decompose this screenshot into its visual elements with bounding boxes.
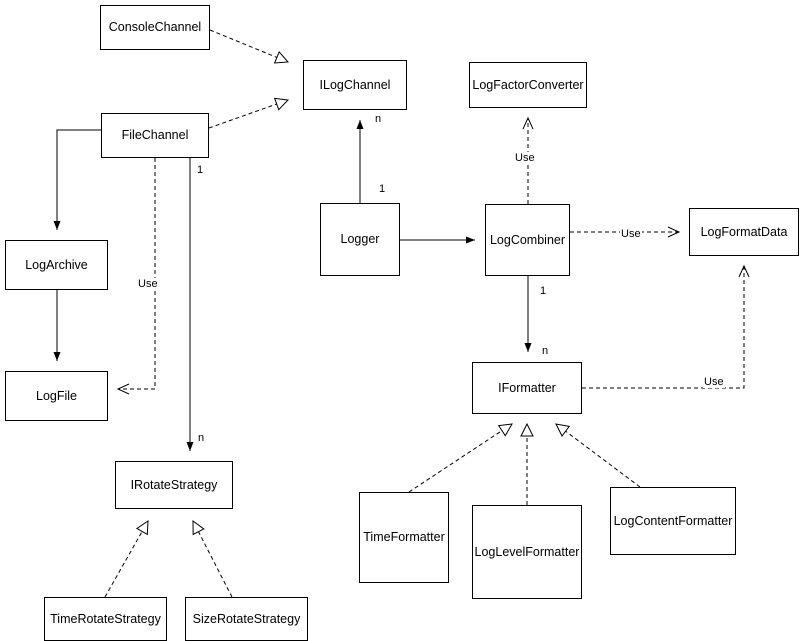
node-consolechannel[interactable] xyxy=(100,5,210,50)
node-label: Logger xyxy=(340,232,380,246)
edge-label-use-filechannel-logfile: Use xyxy=(138,278,158,290)
edge-label-multiplicity-filechannel: 1 xyxy=(197,164,204,176)
node-logarchive[interactable] xyxy=(5,240,108,290)
node-sizerotatestrategy[interactable] xyxy=(185,597,308,641)
edge-label-use-logfactorconverter: Use xyxy=(515,152,535,164)
node-label: ILogChannel xyxy=(319,77,391,92)
edge-label-use-iformatter-logformatdata: Use xyxy=(704,376,724,388)
node-label: LogFactorConverter xyxy=(472,77,584,92)
node-label: SizeRotateStrategy xyxy=(192,611,301,626)
node-logfile[interactable] xyxy=(5,371,108,421)
node-logcombiner[interactable] xyxy=(485,204,570,276)
node-label: LogFormatData xyxy=(700,224,788,239)
node-timeformatter[interactable] xyxy=(359,492,449,583)
node-label: IRotateStrategy xyxy=(130,477,218,492)
edge-label-multiplicity-ilogchannel: n xyxy=(375,113,382,125)
edge-label-multiplicity-irotatestrategy: n xyxy=(198,432,205,444)
edge-label-use-logcombiner-logformatdata: Use xyxy=(621,228,641,240)
node-label: LogFile xyxy=(36,388,77,403)
node-logger[interactable] xyxy=(320,203,400,276)
node-loglevelformatter[interactable] xyxy=(472,505,582,599)
node-label: IFormatter xyxy=(498,380,556,395)
node-label: ConsoleChannel xyxy=(108,20,202,34)
node-irotatestrategy[interactable] xyxy=(115,461,233,509)
node-logformatdata[interactable] xyxy=(689,208,799,256)
node-label: TimeFormatter xyxy=(363,530,445,544)
node-label: LogArchive xyxy=(25,257,88,272)
node-label: LogContentFormatter xyxy=(613,513,733,528)
node-logfactorconverter[interactable] xyxy=(469,62,587,108)
edge-label-multiplicity-iformatter: n xyxy=(542,345,549,357)
node-label: TimeRotateStrategy xyxy=(50,611,161,626)
node-filechannel[interactable] xyxy=(101,113,209,158)
node-timerotatestrategy[interactable] xyxy=(44,597,167,641)
node-label: LogLevelFormatter xyxy=(474,544,580,559)
node-label: LogCombiner xyxy=(489,232,566,247)
node-label: FileChannel xyxy=(121,128,189,142)
node-iformatter[interactable] xyxy=(472,362,582,414)
node-ilogchannel[interactable] xyxy=(303,60,407,110)
node-logcontentformatter[interactable] xyxy=(610,487,736,555)
edge-label-multiplicity-logger: 1 xyxy=(379,183,386,195)
edge-label-multiplicity-logcombiner: 1 xyxy=(540,285,547,297)
